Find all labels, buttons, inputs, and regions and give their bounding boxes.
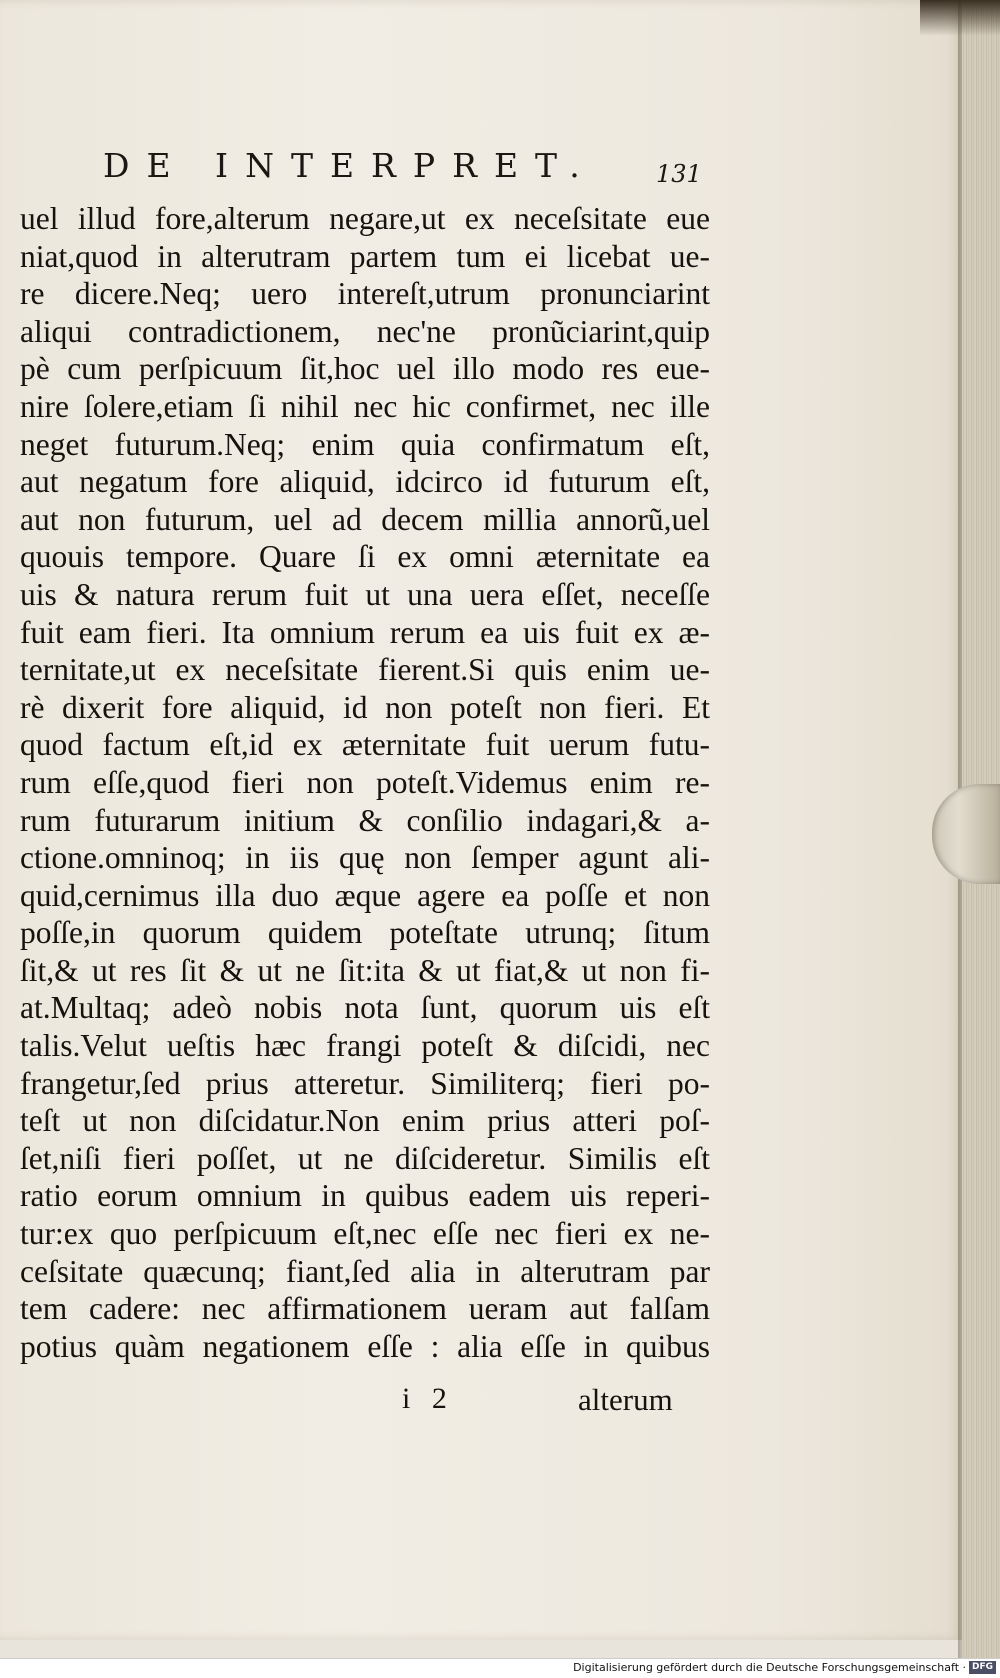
text-line: ceſsitate quæcunq; fiant,ſed alia in alterutram par bbox=[20, 1253, 710, 1289]
digitization-footer bbox=[0, 1658, 1000, 1678]
running-head: DE INTERPRET. bbox=[103, 146, 597, 185]
text-line: ſet,niſi fieri poſſet, ut ne diſcideretur. Similis eſt bbox=[20, 1140, 710, 1176]
text-line: rè dixerit fore aliquid, id non poteſt non fieri. Et bbox=[20, 689, 710, 725]
text-line: rum futurarum initium & conſilio indagari,& a- bbox=[20, 802, 710, 838]
text-line: re dicere.Neq; uero intereſt,utrum pronunciarint bbox=[20, 276, 710, 312]
text-line: quod factum eſt,id ex æternitate fuit uerum futu- bbox=[20, 727, 710, 763]
text-line: quid,cernimus illa duo æque agere ea poſſe et non bbox=[20, 877, 710, 913]
text-line: neget futurum.Neq; enim quia confirmatum eſt, bbox=[20, 426, 710, 462]
text-line: ratio eorum omnium in quibus eadem uis reperi- bbox=[20, 1178, 710, 1214]
text-line: poſſe,in quorum quidem poteſtate utrunq; ſitum bbox=[20, 915, 710, 951]
text-line: pè cum perſpicuum ſit,hoc uel illo modo res eue- bbox=[20, 351, 710, 387]
book-cover-corner bbox=[920, 0, 1000, 36]
text-line: potius quàm negationem eſſe : alia eſſe in quibus bbox=[20, 1328, 710, 1364]
text-line: rum eſſe,quod fieri non poteſt.Videmus enim re- bbox=[20, 764, 710, 800]
text-line: frangetur,ſed prius atteretur. Similiterq; fieri po- bbox=[20, 1065, 710, 1101]
text-line: talis.Velut ueſtis hæc frangi poteſt & diſcidi, nec bbox=[20, 1028, 710, 1064]
text-line: ctione.omninoq; in iis quę non ſemper agunt ali- bbox=[20, 840, 710, 876]
text-line: uel illud fore,alterum negare,ut ex neceſsitate eue bbox=[20, 201, 710, 236]
text-line: quouis tempore. Quare ſi ex omni æternitate ea bbox=[20, 539, 710, 575]
text-line: niat,quod in alterutram partem tum ei licebat ue- bbox=[20, 238, 710, 274]
text-line: aut non futurum, uel ad decem millia annorũ,uel bbox=[20, 501, 710, 537]
text-line: ſit,& ut res ſit & ut ne ſit:ita & ut fiat,& ut non fi- bbox=[20, 952, 710, 988]
text-line: ternitate,ut ex neceſsitate fierent.Si quis enim ue- bbox=[20, 652, 710, 688]
text-line: tem cadere: nec affirmationem ueram aut falſam bbox=[20, 1291, 710, 1327]
signature-mark: i 2 bbox=[402, 1382, 447, 1415]
text-line: at.Multaq; adeò nobis nota ſunt, quorum uis eſt bbox=[20, 990, 710, 1026]
text-line: tur:ex quo perſpicuum eſt,nec eſſe nec fieri ex ne- bbox=[20, 1216, 710, 1252]
page-number: 131 bbox=[656, 160, 702, 188]
funding-notice: Digitalisierung gefördert durch die Deutsche Forschungsgemeinschaft · bbox=[573, 1661, 966, 1674]
text-line: aliqui contradictionem, nec'ne pronũciarint,quip bbox=[20, 313, 710, 349]
text-line: teſt ut non diſcidatur.Non enim prius atteri poſ- bbox=[20, 1103, 710, 1139]
catchword: alterum bbox=[578, 1382, 673, 1417]
dfg-logo-icon: DFG bbox=[969, 1661, 996, 1674]
body-text bbox=[20, 200, 710, 1365]
text-line: nire ſolere,etiam ſi nihil nec hic confirmet, nec ille bbox=[20, 388, 710, 424]
text-line: uis & natura rerum fuit ut una uera eſſet, neceſſe bbox=[20, 576, 710, 612]
text-line: fuit eam fieri. Ita omnium rerum ea uis fuit ex æ- bbox=[20, 614, 710, 650]
text-line: aut negatum fore aliquid, idcirco id futurum eſt, bbox=[20, 464, 710, 500]
